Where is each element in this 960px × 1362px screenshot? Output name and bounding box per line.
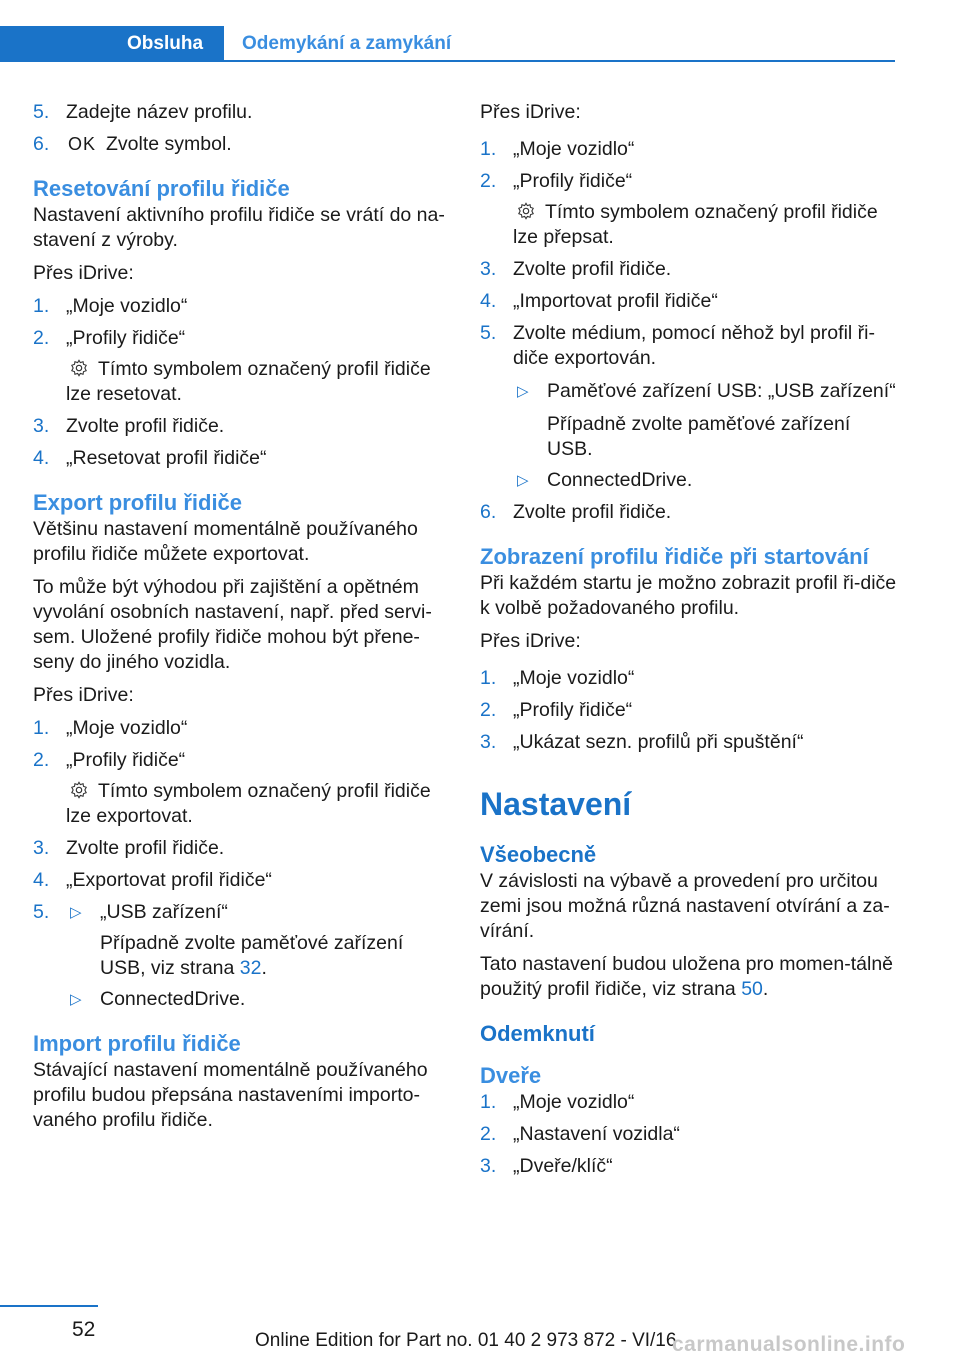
section-title-startup: Zobrazení profilu řidiče při startování: [480, 544, 869, 569]
paragraph: Při každém startu je možno zobrazit profil ři‐diče k volbě požadovaného profilu.: [480, 572, 897, 619]
list-item-note: Tímto symbolem označený profil řidiče lze resetovat.: [66, 358, 431, 405]
triangle-bullet-icon: ▷: [70, 904, 82, 921]
paragraph: Přes iDrive:: [33, 262, 134, 284]
sub-list-item: ▷ ConnectedDrive.: [517, 469, 693, 491]
list-item: 4. „Importovat profil řidiče“: [480, 290, 718, 312]
list-item: 1. „Moje vozidlo“: [480, 138, 635, 160]
list-item: 5. Zvolte médium, pomocí něhož byl profil ři‐diče exportován. ▷ Paměťové zařízení USB: „USB zařízení“ Případně zvolte paměťové zařízení USB. ▷ ConnectedDrive.: [480, 321, 900, 493]
section-title-export: Export profilu řidiče: [33, 490, 243, 515]
tab-obsluha[interactable]: Obsluha: [0, 26, 224, 62]
pre-steps-list: [33, 100, 453, 157]
paragraph: Přes iDrive:: [480, 630, 581, 652]
page-link-50[interactable]: 50: [741, 978, 763, 1000]
list-item: 1. „Moje vozidlo“: [33, 295, 188, 317]
reset-steps-list: [33, 294, 453, 471]
list-item: 1. „Moje vozidlo“: [480, 1091, 635, 1113]
list-item: 1. „Moje vozidlo“: [33, 717, 188, 739]
sub-list-item: ▷ „USB zařízení“ Případně zvolte paměťové zařízení USB, viz strana 32.: [66, 900, 453, 981]
list-item: 2. „Profily řidiče“ Tímto symbolem označený profil řidiče lze resetovat.: [33, 326, 453, 407]
watermark: carmanualsonline.info: [672, 1333, 906, 1356]
page-number: 52: [72, 1318, 96, 1341]
startup-steps-list: [480, 666, 900, 755]
doors-steps-list: [480, 1090, 900, 1179]
list-item: 1. „Moje vozidlo“: [480, 667, 635, 689]
paragraph: Stávající nastavení momentálně používaného profilu budou přepsána nastaveními importo‐vaného profilu řidiče.: [33, 1059, 428, 1131]
paragraph: Nastavení aktivního profilu řidiče se vrátí do na‐stavení z výroby.: [33, 204, 445, 251]
sub-list-item: ▷ ConnectedDrive.: [70, 988, 246, 1010]
list-item: 2. „Nastavení vozidla“: [480, 1123, 680, 1145]
paragraph: To může být výhodou při zajištění a opětném vyvolání osobních nastavení, např. před servi‐sem. Uložené profily řidiče mohou být přene‐seny do jiného vozidla.: [33, 576, 432, 673]
chapter-title-settings: Nastavení: [480, 786, 632, 822]
list-item: 3. Zvolte profil řidiče.: [33, 415, 225, 437]
section-title-import: Import profilu řidiče: [33, 1031, 241, 1056]
list-item: 5. ▷ „USB zařízení“ Případně zvolte paměťové zařízení USB, viz strana 32. ▷ ConnectedDrive.: [33, 900, 453, 1012]
sub-list-item: ▷ Paměťové zařízení USB: „USB zařízení“ Případně zvolte paměťové zařízení USB.: [513, 379, 900, 462]
list-item: 2. „Profily řidiče“ Tímto symbolem označený profil řidiče lze přepsat.: [480, 169, 900, 250]
list-item: 2. „Profily řidiče“ Tímto symbolem označený profil řidiče lze exportovat.: [33, 748, 453, 829]
section-title-unlock: Odemknutí: [480, 1021, 595, 1046]
list-item-note: Tímto symbolem označený profil řidiče lze exportovat.: [66, 780, 431, 827]
list-item: 3. Zvolte profil řidiče.: [33, 837, 225, 859]
triangle-bullet-icon: ▷: [70, 991, 82, 1008]
tab-odemykani[interactable]: Odemykání a zamykání: [242, 33, 452, 54]
right-column: [480, 100, 900, 1187]
left-column: [33, 100, 453, 1141]
list-item: 2. „Profily řidiče“: [480, 699, 633, 721]
paragraph: Tato nastavení budou uložena pro momen‐tálně použitý profil řidiče, viz strana 50.: [480, 953, 894, 1000]
export-steps-list: [33, 716, 453, 1012]
list-item: 3. Zvolte profil řidiče.: [480, 258, 672, 280]
paragraph: V závislosti na výbavě a provedení pro určitou zemi jsou možná různá nastavení otvírání a za‐vírání.: [480, 870, 890, 942]
list-item: 5. Zadejte název profilu.: [33, 101, 253, 123]
section-title-general: Všeobecně: [480, 842, 597, 867]
list-item-note: Tímto symbolem označený profil řidiče lze přepsat.: [513, 201, 878, 248]
list-item: 3. „Ukázat sezn. profilů při spuštění“: [480, 731, 804, 753]
section-title-reset: Resetování profilu řidiče: [33, 176, 290, 201]
page-link-32[interactable]: 32: [239, 957, 262, 979]
footer-rule: [0, 1305, 98, 1307]
ok-icon: OK: [68, 134, 97, 154]
paragraph: Většinu nastavení momentálně používaného profilu řidiče můžete exportovat.: [33, 518, 418, 565]
import-steps-list: [480, 137, 900, 525]
triangle-bullet-icon: ▷: [517, 472, 529, 489]
gear-icon: [70, 781, 88, 799]
sub-item-note: Případně zvolte paměťové zařízení USB.: [547, 413, 851, 460]
paragraph: Přes iDrive:: [480, 101, 581, 123]
list-item: 6. OK Zvolte symbol.: [33, 133, 232, 155]
gear-icon: [517, 202, 535, 220]
sub-item-note: Případně zvolte paměťové zařízení USB, viz strana 32.: [100, 932, 404, 979]
list-item: 6. Zvolte profil řidiče.: [480, 501, 672, 523]
list-item: 3. „Dveře/klíč“: [480, 1155, 613, 1177]
list-item: 4. „Exportovat profil řidiče“: [33, 869, 272, 891]
list-item: 4. „Resetovat profil řidiče“: [33, 447, 267, 469]
section-title-doors: Dveře: [480, 1063, 542, 1088]
paragraph: Přes iDrive:: [33, 684, 134, 706]
gear-icon: [70, 359, 88, 377]
header-tabs: [0, 26, 895, 62]
edition-text: Online Edition for Part no. 01 40 2 973 872 - VI/16: [255, 1330, 677, 1351]
triangle-bullet-icon: ▷: [517, 383, 529, 400]
